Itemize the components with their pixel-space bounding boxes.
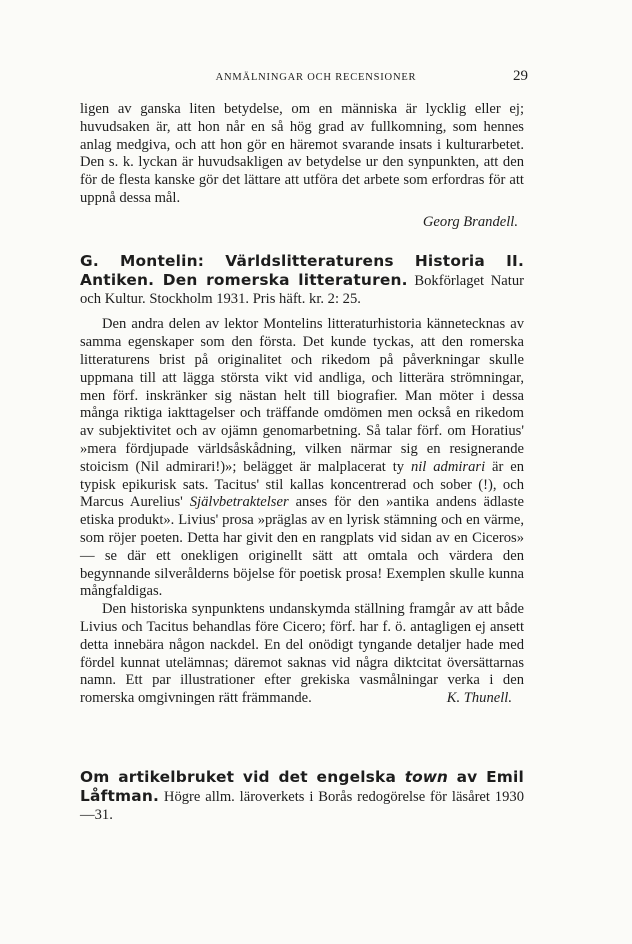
review-montelin [80, 253, 524, 708]
review-title: G. Montelin: Världslitteraturens Historia II. Antiken. Den romerska litteraturen. [80, 252, 524, 289]
review-heading [80, 769, 524, 824]
running-title: ANMÄLNINGAR OCH RECENSIONER [215, 72, 417, 83]
publication-info: Högre allm. läroverkets i Borås redogörelse för läsåret 1930—31. [80, 788, 524, 823]
page-number: 29 [513, 68, 528, 84]
publication-info: Bokförlaget Natur och Kultur. Stockholm 1931. Pris häft. kr. 2: 25. [80, 272, 524, 307]
review-paragraph [80, 316, 524, 601]
text-run: anses för den »antika andens ädlaste etiska produkt». Livius' prosa »präglas av en lyrisk stämning och en värme, som röjer poeten. Detta har givit den en rangplats vid sidan av en Ciceros» — se där ett onekligen originellt sätt att omtala och värdera den begynnande silverålderns böjelse för poetisk prosa! Exemplen skulle kunna mångfaldigas. [80, 494, 524, 600]
text-run: Den andra delen av lektor Montelins litteraturhistoria kännetecknas av samma egenskaper som den första. Det kunde tyckas, att den romerska litteraturens brist på originalitet och rikedom på påverkningar skulle uppmana till att lägga största vikt vid andliga, och litterära strömningar, men förf. inskränker sig nästan helt till biografier. Man möter i dessa många riktiga iakttagelser och träffande omdömen men också en rikedom av subjektivitet och av ojämn genomarbetning. Så talar förf. om Horatius' »mera fördjupade världsåskådning, vilken närmar sig en resignerande stoicism (Nil admirari!)»; belägget är malplacerat ty [80, 316, 524, 475]
italic-title: Självbetraktelser [189, 494, 289, 511]
review-title: Om artikelbruket vid det engelska [80, 768, 405, 786]
review-paragraph [80, 601, 524, 708]
review-paragraph: ligen av ganska liten betydelse, om en människa är lycklig eller ej; huvudsaken är, att hon når en så hög grad av fullkomning, som hennes anlag medgiva, och att hon gör en häremot svarande insats i kulturarbetet. Den s. k. lyckan är huvudsakligen av betydelse ur den synpunkten, att den för de flesta kanske gör det lättare att utföra det arbete som erfordras för att uppnå dessa mål. [80, 101, 524, 206]
review-title: av Emil Låftman. [80, 768, 524, 805]
review-heading [80, 253, 524, 308]
review-title-italic: town [404, 768, 448, 786]
text-run: Den historiska synpunktens undanskymda ställning framgår av att både Livius och Tacitus behandlas före Cicero; förf. har f. ö. antagligen ej ansett detta innebära någon nackdel. En del onödigt tyngande detaljer hade med fördel kunnat utelämnas; däremot saknas vid några diktcitat översättarnas namn. Ett par illustrationer efter grekiska vasmålningar verka i den romerska omgivningen rätt främmande. [80, 601, 524, 707]
italic-quote: nil admirari [410, 458, 486, 475]
signature-thunell: K. Thunell. [446, 690, 512, 707]
review-laftman [80, 769, 524, 824]
review-brandell [80, 101, 524, 232]
signature-brandell: Georg Brandell. [422, 213, 518, 230]
text-run: är en typisk epikurisk sats. Tacitus' stil kallas koncentrerad och sober (!), och Marcus Aurelius' [80, 458, 524, 511]
